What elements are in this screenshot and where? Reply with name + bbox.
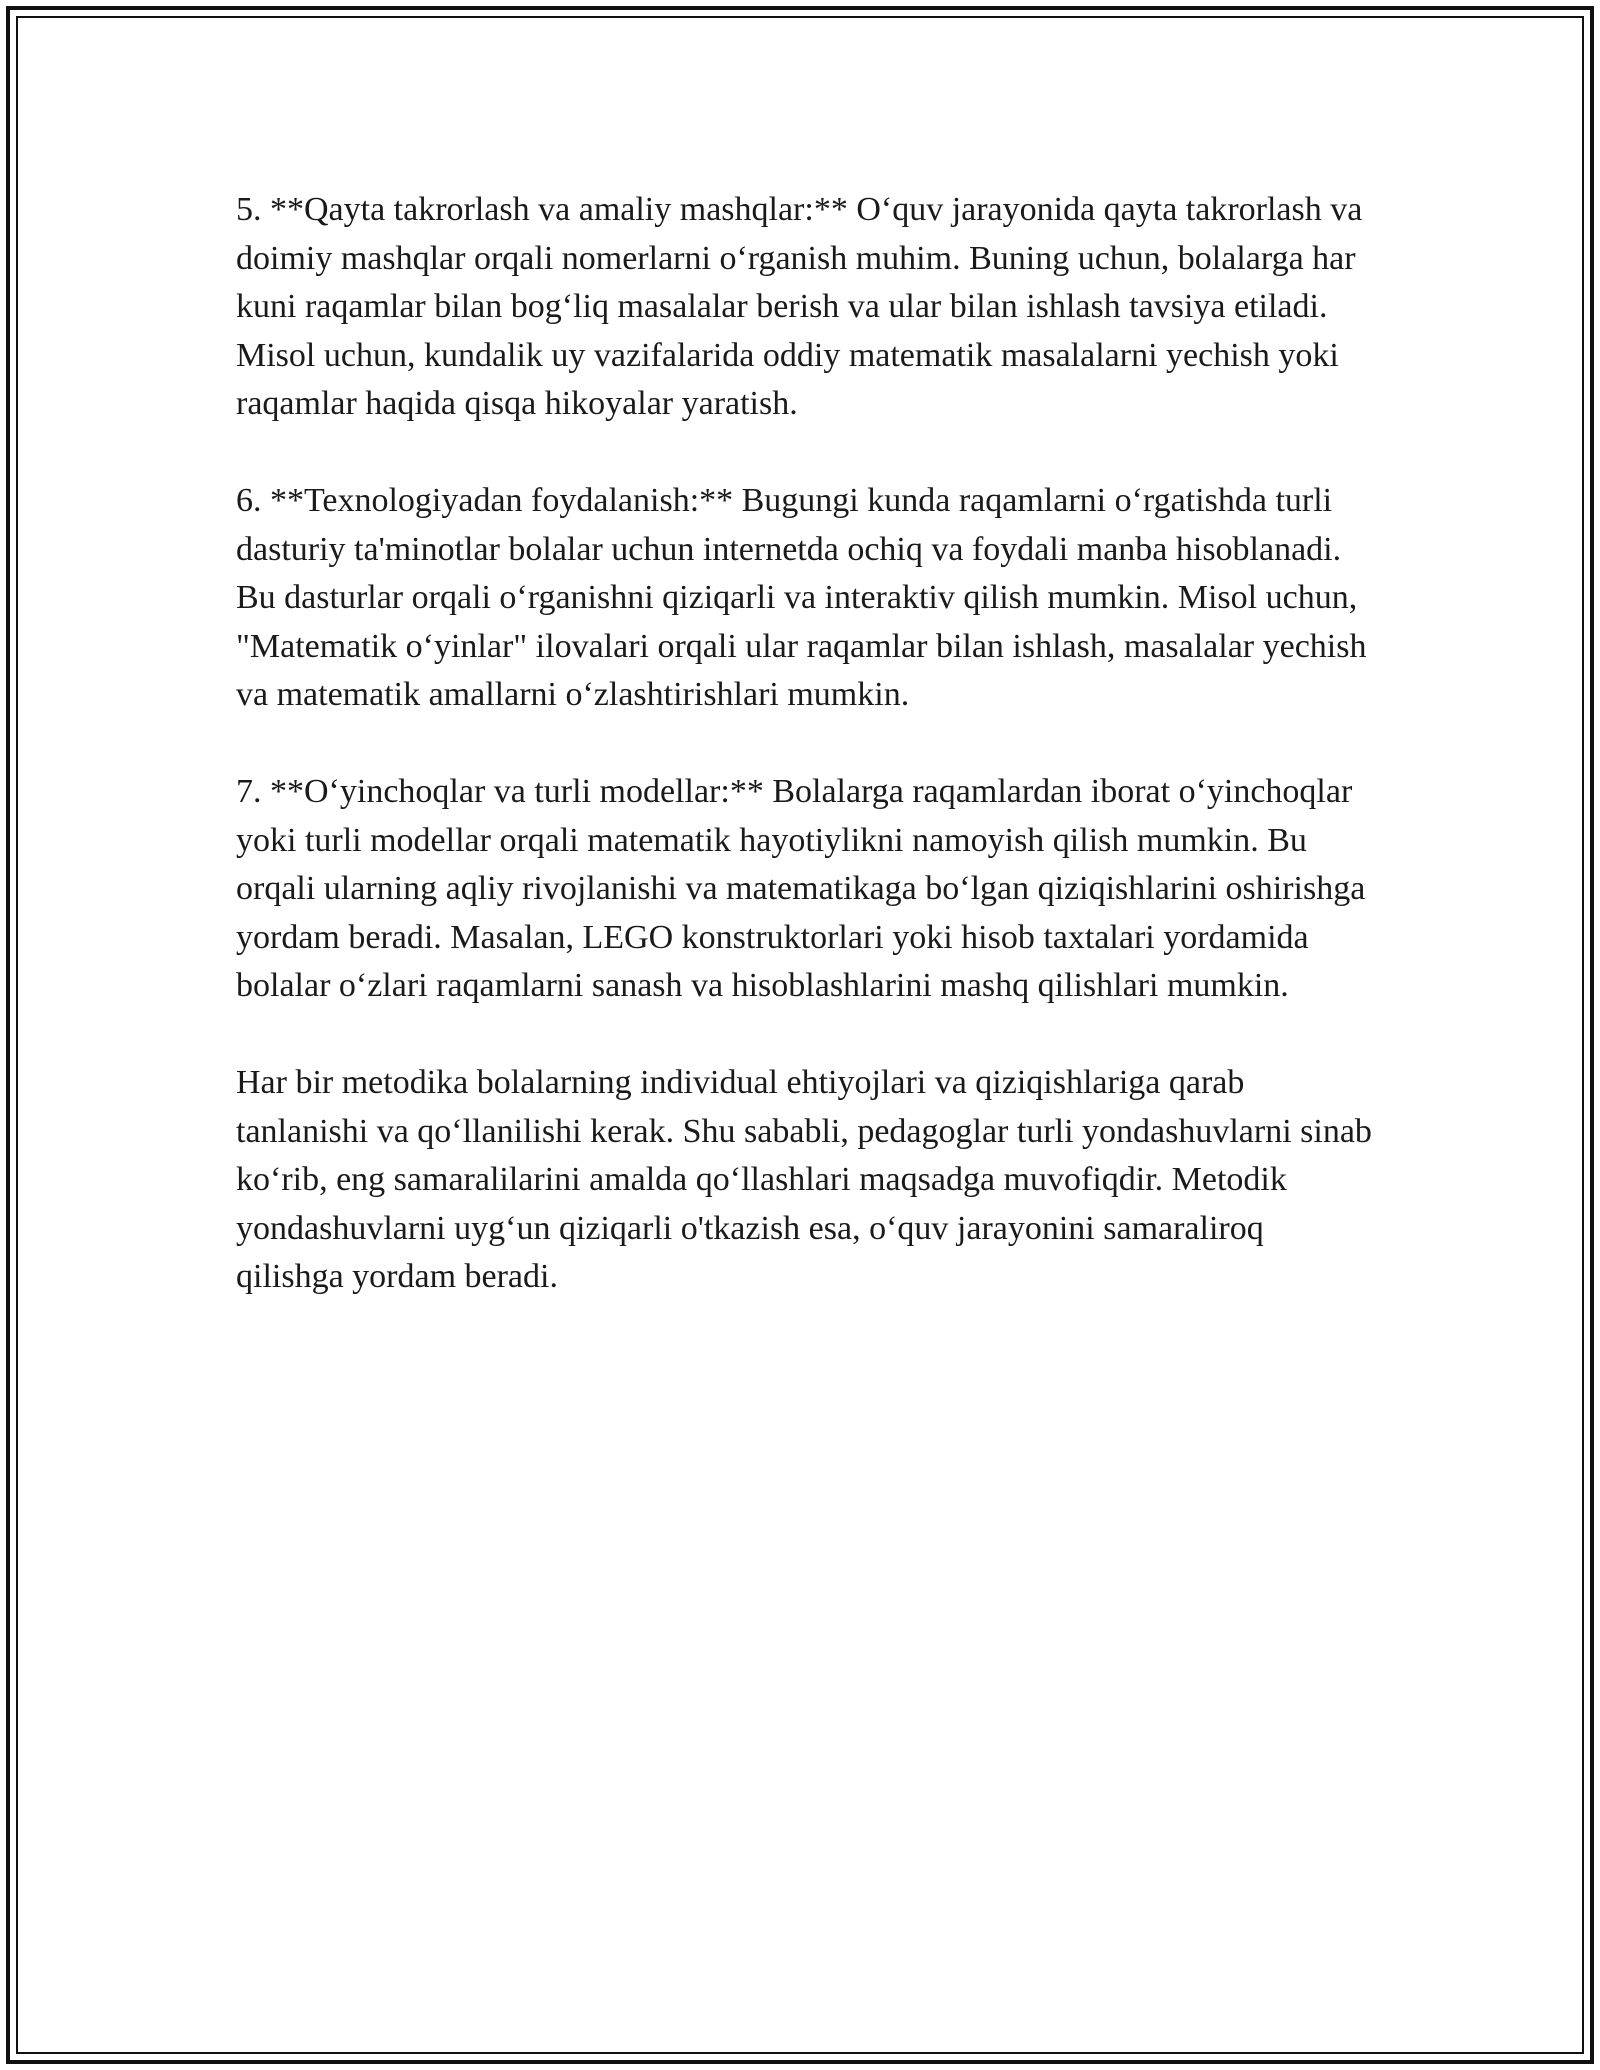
paragraph-item-7: 7. **O‘yinchoqlar va turli modellar:** Bolalarga raqamlardan iborat o‘yinchoqlar yoki turli modellar orqali matematik hayotiylikni namoyish qilish mumkin. Bu orqali ularning aqliy rivojlanishi va matematikaga bo‘lgan qiziqishlarini oshirishga yordam beradi. Masalan, LEGO konstruktorlari yoki hisob taxtalari yordamida bolalar o‘zlari raqamlarni sanash va hisoblashlarini mashq qilishlari mumkin. xyxy=(236,773,1366,1004)
paragraph-item-5: 5. **Qayta takrorlash va amaliy mashqlar:** O‘quv jarayonida qayta takrorlash va doimiy mashqlar orqali nomerlarni o‘rganish muhim. Buning uchun, bolalarga har kuni raqamlar bilan bog‘liq masalalar berish va ular bilan ishlash tavsiya etiladi. Misol uchun, kundalik uy vazifalarida oddiy matematik masalalarni yechish yoki raqamlar haqida qisqa hikoyalar yaratish. xyxy=(236,191,1363,422)
paragraph-conclusion: Har bir metodika bolalarning individual ehtiyojlari va qiziqishlariga qarab tanlanishi va qo‘llanilishi kerak. Shu sababli, pedagoglar turli yondashuvlarni sinab ko‘rib, eng samaralilarini amalda qo‘llashlari maqsadga muvofiqdir. Metodik yondashuvlarni uyg‘un qiziqarli o'tkazish esa, o‘quv jarayonini samaraliroq qilishga yordam beradi. xyxy=(236,1064,1372,1295)
paragraph-item-6: 6. **Texnologiyadan foydalanish:** Bugungi kunda raqamlarni o‘rgatishda turli dasturiy ta'minotlar bolalar uchun internetda ochiq va foydali manba hisoblanadi. Bu dasturlar orqali o‘rganishni qiziqarli va interaktiv qilish mumkin. Misol uchun, "Matematik o‘yinlar" ilovalari orqali ular raqamlar bilan ishlash, masalalar yechish va matematik amallarni o‘zlashtirishlari mumkin. xyxy=(236,482,1367,713)
document-body xyxy=(236,186,1376,1350)
